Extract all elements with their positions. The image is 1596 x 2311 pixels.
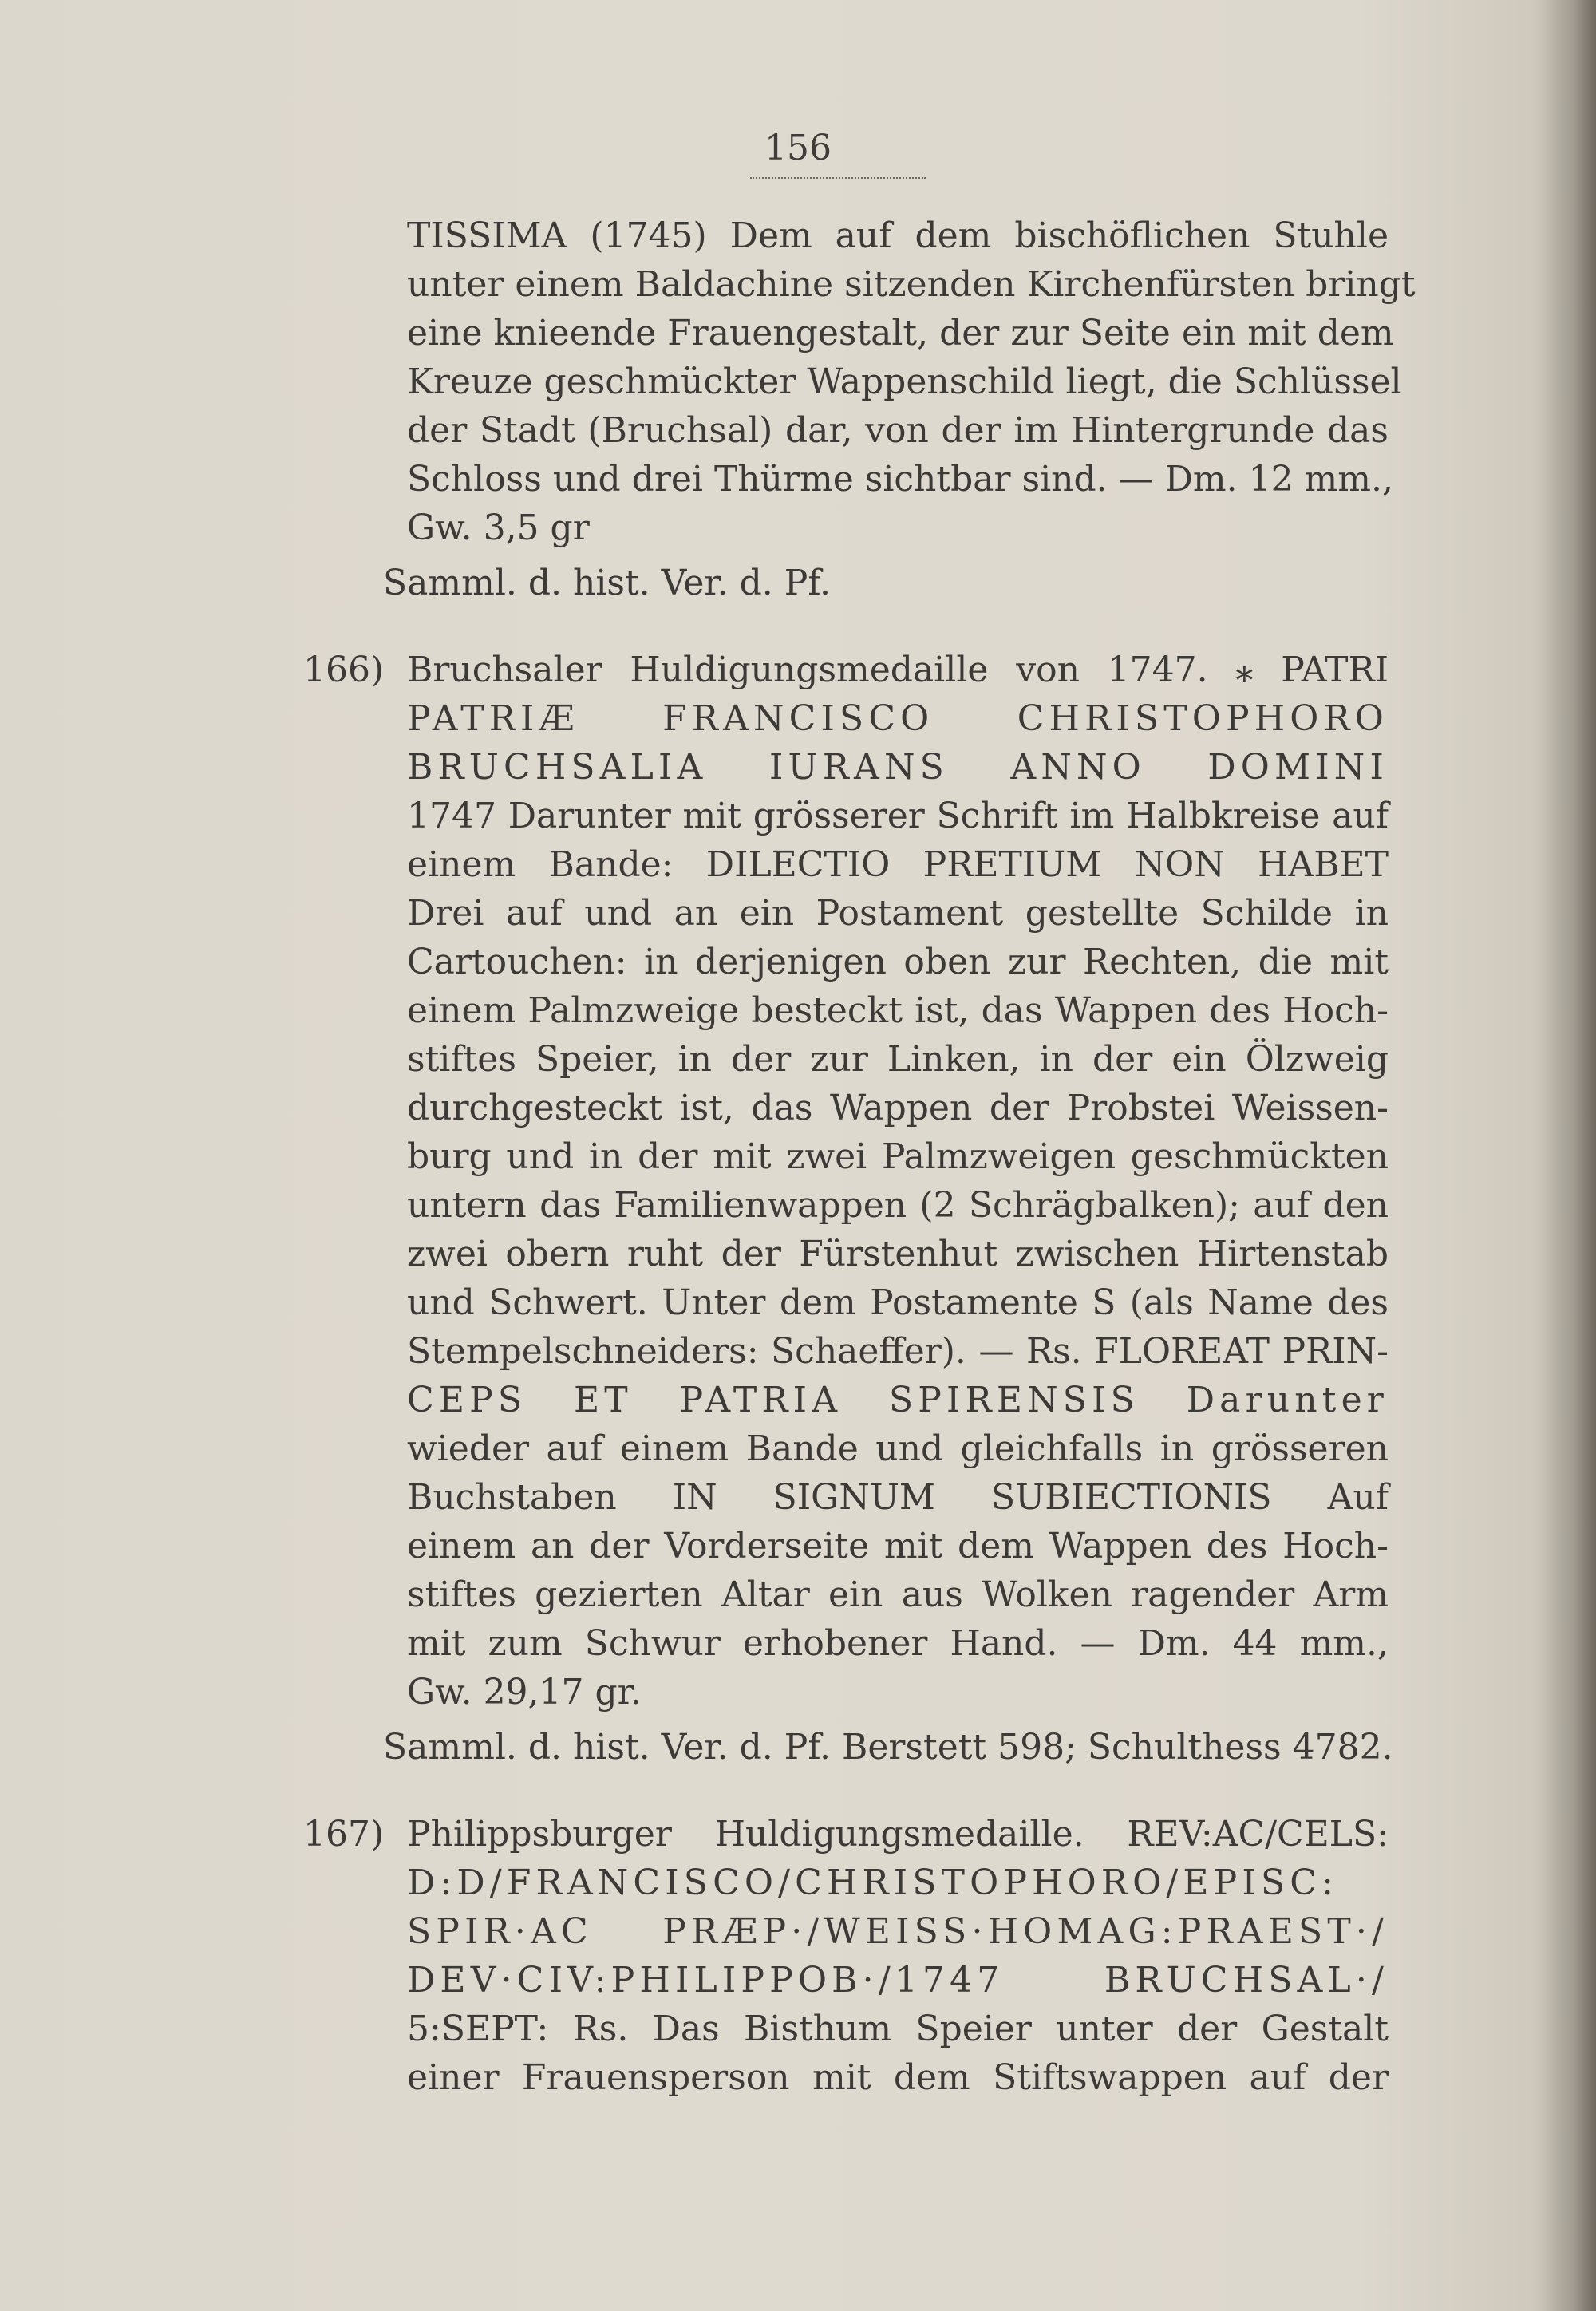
- text-line: einem Palmzweige besteckt ist, das Wappen des Hoch-: [407, 990, 1389, 1031]
- text-line: stiftes gezierten Altar ein aus Wolken ragender Arm: [407, 1574, 1389, 1615]
- text-line: SPIR·AC PRÆP·/WEISS·HOMAG:PRAEST·/: [407, 1911, 1389, 1952]
- text-line: 1747 Darunter mit grösserer Schrift im Halbkreise auf: [407, 796, 1389, 836]
- text-line: einem an der Vorderseite mit dem Wappen des Hoch-: [407, 1526, 1389, 1566]
- text-line: 5:SEPT: Rs. Das Bisthum Speier unter der Gestalt: [407, 2009, 1389, 2049]
- source-reference: Samml. d. hist. Ver. d. Pf. Berstett 598; Schulthess 4782.: [383, 1727, 1393, 1768]
- source-reference: Samml. d. hist. Ver. d. Pf.: [383, 563, 832, 603]
- text-line: der Stadt (Bruchsal) dar, von der im Hintergrunde das: [407, 410, 1389, 451]
- text-line: Gw. 29,17 gr.: [407, 1672, 642, 1713]
- text-line: Cartouchen: in derjenigen oben zur Rechten, die mit: [407, 942, 1389, 982]
- entry-165-continuation: [303, 211, 1416, 607]
- entry-number: 167): [303, 1814, 385, 1855]
- text-line: Buchstaben IN SIGNUM SUBIECTIONIS Auf: [407, 1477, 1389, 1518]
- text-line: Stempelschneiders: Schaeffer). — Rs. FLOREAT PRIN-: [407, 1331, 1389, 1372]
- text-line: eine knieende Frauengestalt, der zur Seite ein mit dem: [407, 313, 1394, 354]
- text-line: und Schwert. Unter dem Postamente S (als Name des: [407, 1282, 1389, 1323]
- text-line: Philippsburger Huldigungsmedaille. REV:AC/CELS:: [407, 1814, 1389, 1855]
- text-line: mit zum Schwur erhobener Hand. — Dm. 44 mm.,: [407, 1623, 1389, 1664]
- text-line: unter einem Baldachine sitzenden Kirchenfürsten bringt: [407, 264, 1416, 305]
- text-line: wieder auf einem Bande und gleichfalls in grösseren: [407, 1428, 1389, 1469]
- text-body: [303, 211, 1416, 2102]
- text-line: Drei auf und an ein Postament gestellte Schilde in: [407, 893, 1389, 934]
- text-line: untern das Familienwappen (2 Schrägbalken); auf den: [407, 1185, 1389, 1226]
- text-line: Bruchsaler Huldigungsmedaille von 1747. ⁎ PATRI: [407, 650, 1389, 690]
- text-line: Kreuze geschmückter Wappenschild liegt, die Schlüssel: [407, 361, 1402, 402]
- text-line: D:D/FRANCISCO/CHRISTOPHORO/EPISC:: [407, 1863, 1339, 1903]
- text-line: Gw. 3,5 gr: [407, 508, 590, 548]
- page-number: 156: [764, 128, 832, 168]
- text-line: CEPS ET PATRIA SPIRENSIS Darunter: [407, 1380, 1389, 1420]
- text-line: burg und in der mit zwei Palmzweigen geschmückten: [407, 1136, 1389, 1177]
- text-line: BRUCHSALIA IURANS ANNO DOMINI: [407, 747, 1389, 788]
- text-line: TISSIMA (1745) Dem auf dem bischöflichen Stuhle: [407, 215, 1389, 256]
- spacer: [303, 1788, 1389, 1810]
- entry-166: [303, 646, 1393, 1772]
- binding-shadow: [1540, 0, 1596, 2311]
- text-line: einer Frauensperson mit dem Stiftswappen auf der: [407, 2057, 1389, 2098]
- text-line: PATRIÆ FRANCISCO CHRISTOPHORO: [407, 698, 1389, 739]
- text-line: stiftes Speier, in der zur Linken, in der ein Ölzweig: [407, 1039, 1389, 1080]
- entry-167: [303, 1810, 1389, 2102]
- text-line: Schloss und drei Thürme sichtbar sind. — Dm. 12 mm.,: [407, 459, 1393, 500]
- page-number-rule: [750, 177, 926, 179]
- spacer: [303, 623, 1389, 646]
- text-line: DEV·CIV:PHILIPPOB·/1747 BRUCHSAL·/: [407, 1960, 1389, 2001]
- entry-number: 166): [303, 650, 385, 690]
- text-line: einem Bande: DILECTIO PRETIUM NON HABET: [407, 844, 1389, 885]
- text-line: zwei obern ruht der Fürstenhut zwischen Hirtenstab: [407, 1234, 1389, 1274]
- text-line: durchgesteckt ist, das Wappen der Probstei Weissen-: [407, 1088, 1389, 1128]
